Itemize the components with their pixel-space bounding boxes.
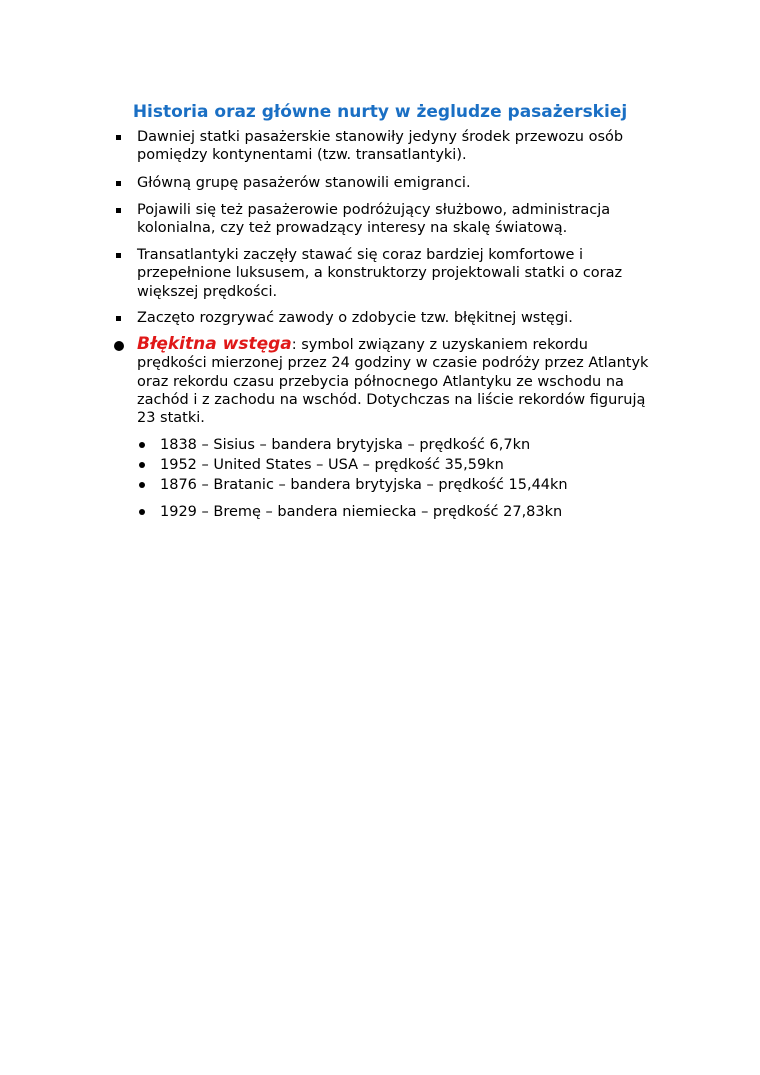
record-item [160,476,660,494]
page-title: Historia oraz główne nurty w żegludze pasażerskiej [132,102,628,122]
record-text: 1838 – Sisius – bandera brytyjska – prędkość 6,7kn [160,437,531,453]
list-item [137,309,662,327]
ribbon-definition: : symbol związany z uzyskaniem rekordu prędkości mierzonej przez 24 godziny w czasie podróży przez Atlantyk oraz rekordu czasu przebycia północnego Atlantyku ze wschodu na zachód i z zachodu na wschód. Dotychczas na liście rekordów figurują 23 statki. [137,337,649,427]
square-bullet-icon [116,316,121,321]
round-bullet-icon [114,341,124,351]
list-item-text: Transatlantyki zaczęły stawać się coraz bardziej komfortowe i przepełnione luksusem, a konstruktorzy projektowali statki o coraz większej prędkości. [137,247,623,300]
record-item [160,503,660,521]
record-item [160,456,660,474]
ribbon-definition-item [137,335,662,427]
list-item-text: Pojawili się też pasażerowie podróżujący służbowo, administracja kolonialna, czy też prowadzący interesy na skalę światową. [137,202,611,237]
list-item [137,246,662,301]
square-bullet-icon [116,253,121,258]
record-text: 1929 – Bremę – bandera niemiecka – prędkość 27,83kn [160,504,563,520]
record-text: 1876 – Bratanic – bandera brytyjska – prędkość 15,44kn [160,477,568,493]
list-item-text: Zaczęto rozgrywać zawody o zdobycie tzw. błękitnej wstęgi. [137,310,573,326]
square-bullet-icon [116,181,121,186]
list-item [137,128,662,165]
list-item-text: Główną grupę pasażerów stanowili emigranci. [137,175,471,191]
dot-bullet-icon [139,509,145,515]
dot-bullet-icon [139,442,145,448]
square-bullet-icon [116,208,121,213]
record-text: 1952 – United States – USA – prędkość 35,59kn [160,457,504,473]
record-item [160,436,660,454]
list-item [137,174,662,192]
square-bullet-icon [116,135,121,140]
ribbon-term: Błękitna wstęga [137,334,292,354]
list-item-text: Dawniej statki pasażerskie stanowiły jedyny środek przewozu osób pomiędzy kontynentami (tzw. transatlantyki). [137,129,624,164]
list-item [137,201,662,238]
dot-bullet-icon [139,482,145,488]
dot-bullet-icon [139,462,145,468]
